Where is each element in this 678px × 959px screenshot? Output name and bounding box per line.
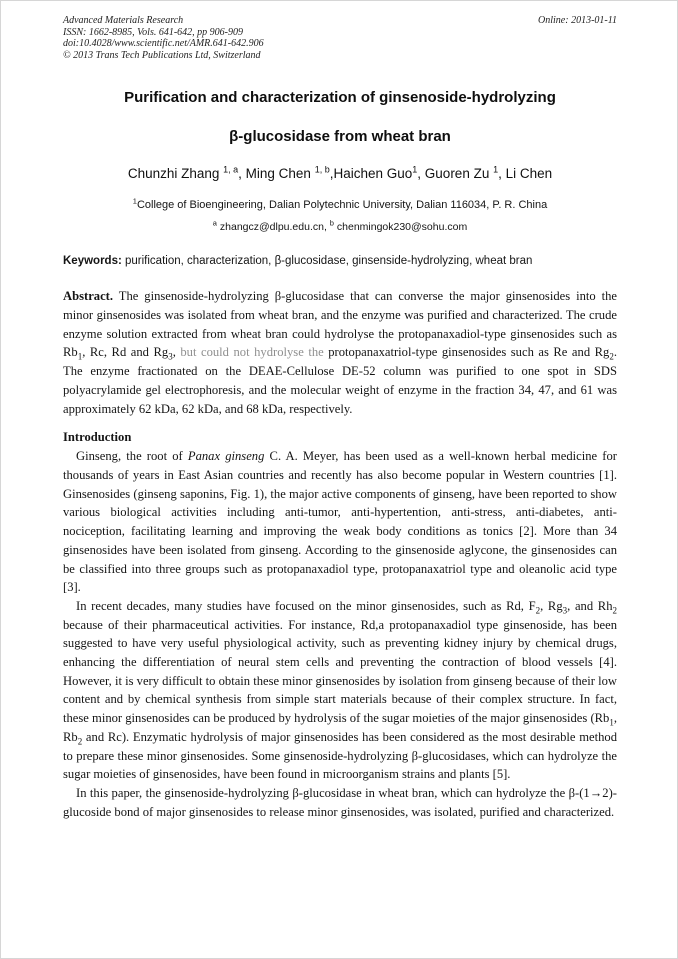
abstract-label: Abstract. [63,289,114,304]
affiliation: $^1$College of Bioengineering, Dalian Polytechnic University, Dalian 116034, P. R. China [132,196,548,212]
abstract [63,287,617,418]
paragraph: Ginseng, the root of Panax ginseng C. A. Meyer, has been used as a well-known herbal medicine for thousands of years in East Asian countries and recently has also become popular in Western countries [1]. Ginsenosides (ginseng saponins, Fig. 1), the major active components of ginseng, have been reported to show various biological activities including anti-tumor, anti-hypertention, anti-stress, anti-diabetes, anti-nociception, facilitating learning and improving the weak body conditions as tonics [2]. More than 34 ginsenosides have been isolated from ginseng. According to the ginsenoside aglycone, the ginsenosides can be classified into three groups such as protopanaxadiol type, protopanaxatriol type and oleanolic acid type [3]. [63,449,617,595]
online-date: Online: 2013-01-11 [538,15,617,26]
doi-line: doi:10.4028/www.scientific.net/AMR.641-642.906 [63,38,264,50]
paragraph: In this paper, the ginsenoside-hydrolyzing β-glucosidase in wheat bran, which can hydrolyze the β-(1→2)-glucoside bond of major ginsenosides to release minor ginsenosides, was isolated, purified and characterized. [63,785,617,819]
paper-title [63,89,617,145]
issn-line: ISSN: 1662-8985, Vols. 641-642, pp 906-909 [63,26,243,38]
title-line-2: β-glucosidase from wheat bran [229,128,451,146]
journal-name: Advanced Materials Research [63,15,184,26]
paragraph: In recent decades, many studies have focused on the minor ginsenosides, such as Rd, $F_2$, $Rg_3$, and $Rh_2$ because of their pharmaceutical activities. For instance, Rd,a protopanaxadiol type ginsenoside, has been suggested to have very useful physiological activity, such as preventing kidney injury by chemical drugs, enhancing the differentiation of neural stem cells and preventing the contraction of blood vessels [4]. However, it is very difficult to obtain these minor ginsenosides by isolation from ginseng because of their low content and by chemical synthesis from simple start materials because of their complex structure. In fact, these minor ginsenosides can be produced by hydrolysis of the sugar moieties of the major ginsenosides ($Rb_1$, $Rb_2$ and Rc). Enzymatic hydrolysis of major ginsenosides has been considered as the most desirable method to prepare these minor ginsenosides. Some ginsenoside-hydrolyzing β-glucosidases, which can hydrolyze the sugar moieties of ginsenosides, have been found in microorganism strains and plants [5]. [63,598,618,782]
author-emails: $^a$ zhangcz@dlpu.edu.cn, $^b$ chenmingok230@sohu.com [212,218,468,234]
keywords-text: purification, characterization, β-glucosidase, ginsenside-hydrolyzing, wheat bran [121,255,533,268]
keywords-line [63,255,617,267]
keywords-label: Keywords: [63,255,122,268]
abstract-text: The ginsenoside-hydrolyzing β-glucosidase that can converse the major ginsenosides into the minor ginsenosides was isolated from wheat bran, and the enzyme was purified and characterized. The crude enzyme solution extracted from wheat bran could hydrolyse the protopanaxadiol-type ginsenosides such as $Rb_1$, Rc, Rd and $Rg_3$, but could not hydrolyse the protopanaxatriol-type ginsenosides such as Re and $Rg_2$. The enzyme fractionated on the DEAE-Cellulose DE-52 column was purified to one spot in SDS polyacrylamide gel electrophoresis, and the molecular weight of enzyme in the fraction 34, 47, and 61 was approximately 62 kDa, 62 kDa, and 68 kDa, respectively. [63,289,617,416]
journal-header [63,15,617,61]
journal-info [63,15,264,61]
introduction-section [63,447,617,821]
title-line-1: Purification and characterization of ginsenoside-hydrolyzing [124,89,556,107]
copyright-line: © 2013 Trans Tech Publications Ltd, Switzerland [63,49,261,61]
section-heading-introduction: Introduction [63,430,132,445]
author-list: Chunzhi Zhang $^{1, a}$, Ming Chen $^{1, b}$,Haichen Guo$^1$, Guoren Zu $^1$, Li Chen [127,164,553,182]
